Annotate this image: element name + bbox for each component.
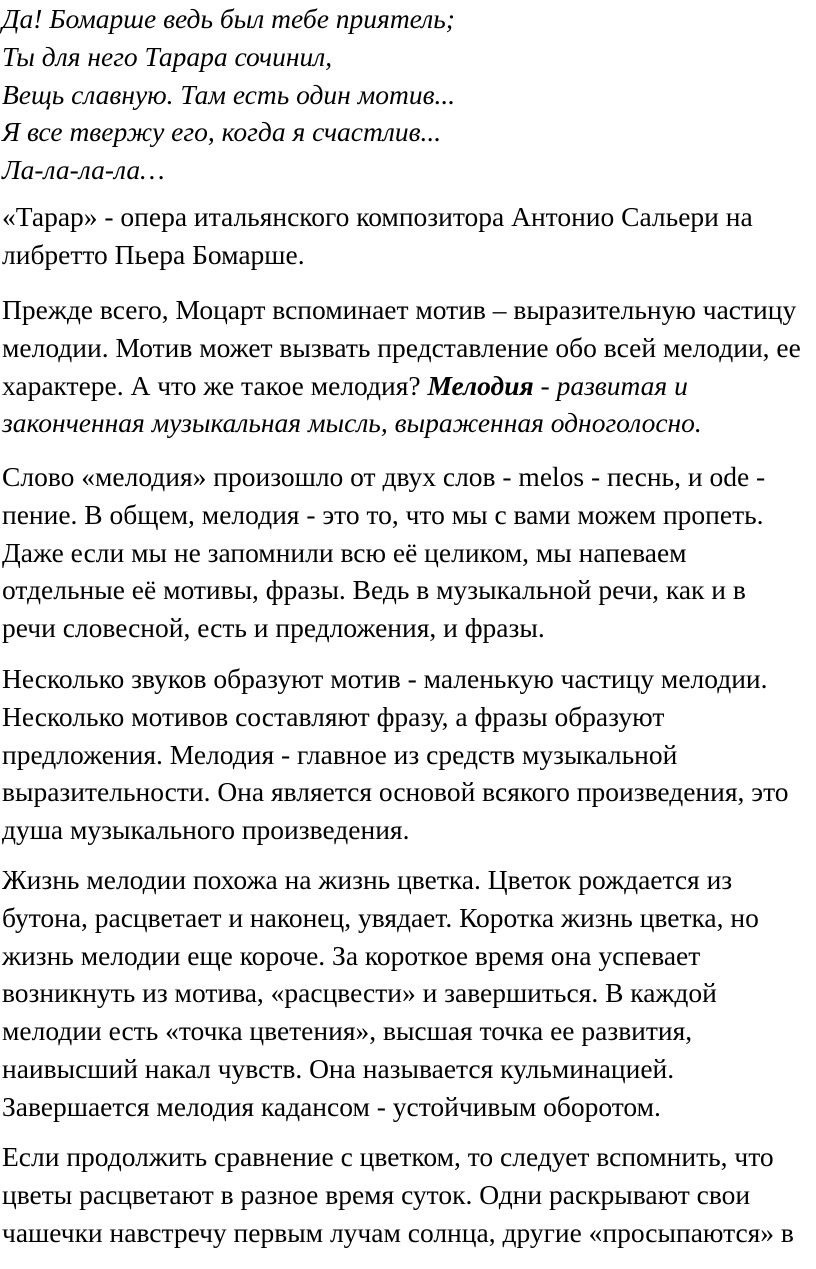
text-line: Жизнь мелодии похожа на жизнь цветка. Цветок рождается из xyxy=(2,864,733,895)
definition-text: законченная музыкальная мысль, выраженная одноголосно. xyxy=(2,407,702,439)
text-line: Если продолжить сравнение с цветком, то следует вспомнить, что xyxy=(2,1141,774,1172)
text-line: цветы расцветают в разное время суток. Одни раскрывают свои xyxy=(2,1178,751,1210)
text-line xyxy=(2,367,812,405)
definition-text: - развитая и xyxy=(533,369,688,401)
text-line: «Тарар» - опера итальянского композитора Антонио Сальери на xyxy=(2,201,753,232)
text-line: Даже если мы не запомнили всю её целиком, мы напеваем xyxy=(2,536,687,568)
text-line: душа музыкального произведения. xyxy=(2,814,410,846)
poem-line: Вещь славную. Там есть один мотив... xyxy=(2,78,456,110)
text-line: мелодии есть «точка цветения», высшая точка ее развития, xyxy=(2,1015,693,1047)
text-line: Прежде всего, Моцарт вспоминает мотив – выразительную частицу xyxy=(2,294,797,325)
text-line: Несколько мотивов составляют фразу, а фразы образуют xyxy=(2,700,665,732)
paragraph-tarar-opera xyxy=(2,198,812,274)
paragraph-melody-definition xyxy=(2,291,812,442)
text-line: Несколько звуков образуют мотив - маленькую частицу мелодии. xyxy=(2,663,768,694)
text-line: речи словесной, есть и предложения, и фразы. xyxy=(2,612,545,644)
paragraph-motif-phrase xyxy=(2,660,812,849)
poem-line: Ты для него Тарара сочинил, xyxy=(2,40,333,72)
poem-line: Да! Бомарше ведь был тебе приятель; xyxy=(2,3,455,34)
text-line: возникнуть из мотива, «расцвести» и завершиться. В каждой xyxy=(2,977,717,1009)
text-line: чашечки навстречу первым лучам солнца, другие «просыпаются» в xyxy=(2,1216,794,1248)
paragraph-word-origin xyxy=(2,458,812,647)
text-line: выразительности. Она является основой всякого произведения, это xyxy=(2,776,789,808)
text-line: жизнь мелодии еще короче. За короткое время она успевает xyxy=(2,939,701,971)
text-line: бутона, расцветает и наконец, увядает. Коротка жизнь цветка, но xyxy=(2,901,759,933)
text-line: предложения. Мелодия - главное из средств музыкальной xyxy=(2,738,678,770)
poem-excerpt xyxy=(2,0,455,189)
text-line: отдельные её мотивы, фразы. Ведь в музыкальной речи, как и в xyxy=(2,574,746,606)
poem-line: Я все твержу его, когда я счастлив... xyxy=(2,116,442,148)
term-melody: Мелодия xyxy=(427,369,534,401)
text-line: Завершается мелодия кадансом - устойчивым оборотом. xyxy=(2,1090,661,1122)
text-line: пение. В общем, мелодия - это то, что мы с вами можем пропеть. xyxy=(2,498,764,530)
poem-line: Ла-ла-ла-ла… xyxy=(2,154,165,186)
text-line: наивысший накал чувств. Она называется кульминацией. xyxy=(2,1052,675,1084)
text-segment: характере. А что же такое мелодия? xyxy=(2,369,428,401)
paragraph-flowers-time xyxy=(2,1138,812,1251)
text-line: мелодии. Мотив может вызвать представление обо всей мелодии, ее xyxy=(2,331,801,363)
text-line: либретто Пьера Бомарше. xyxy=(2,238,305,270)
paragraph-flower-comparison xyxy=(2,861,812,1126)
text-line: Слово «мелодия» произошло от двух слов - melos - песнь, и ode - xyxy=(2,461,766,492)
